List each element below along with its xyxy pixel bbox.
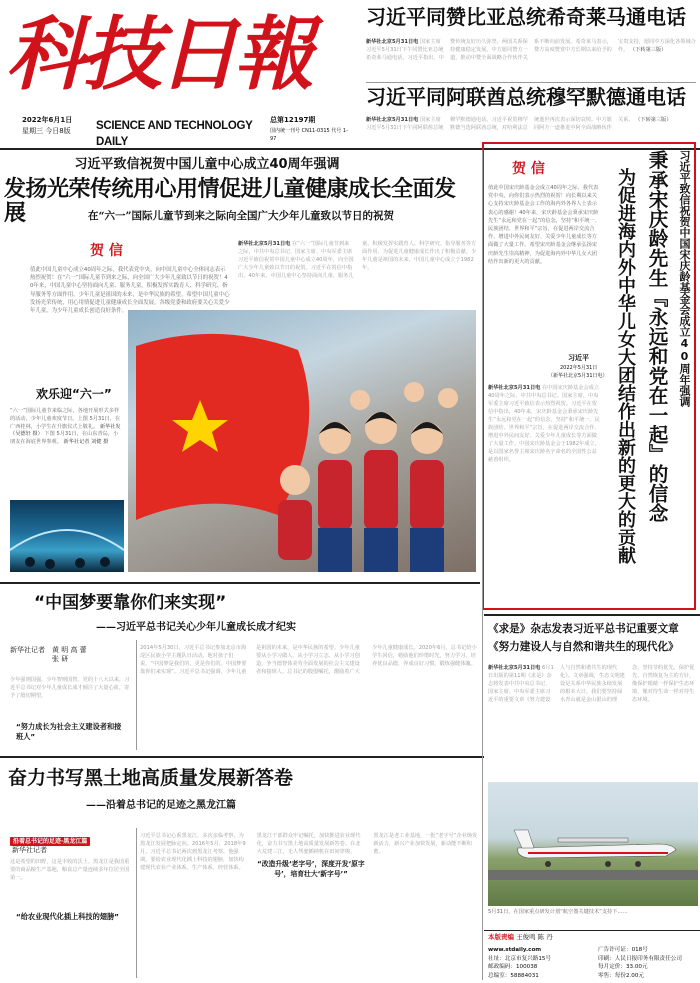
hlj-body-left: 这是希望的田野，这是丰收的沃土。黑龙江是我国重要的商品粮生产基地，粮食总产量连续多年位居全国第一。 — [10, 859, 130, 881]
hlj-section-a: “给农业现代化插上科技的翅膀” — [16, 912, 119, 921]
footer-retail: 零售：每份2.00元 — [598, 972, 645, 979]
red-flag-icon — [136, 334, 309, 520]
children-kicker: 习近平致信祝贺中国儿童中心成立40周年强调 — [74, 157, 340, 172]
aircraft-caption: 5月31日，在国家重点研发计划“航空器关键技术”支持下…… — [488, 909, 628, 915]
photo-credit-a: 新华社发（吴德轩 摄） — [10, 423, 121, 438]
top-story-zambia-more: （下转第三版） — [630, 47, 667, 53]
dream-reporters: 黄 明 高 蕾 张 研 — [52, 646, 87, 663]
top-story-uae-dateline: 新华社北京5月31日电 — [366, 117, 419, 123]
children-photo-scene — [128, 310, 476, 572]
children-letter-title: 贺 信 — [90, 243, 123, 259]
footer-printer: 印刷：人民日报印务有限责任公司 — [598, 955, 682, 962]
aircraft-scene — [488, 782, 698, 906]
soong-sig-date: 2022年5月31日 — [560, 365, 598, 371]
hlj-body: 习近平总书记心系黑龙江，多次亲临考察，为黑龙江发展把脉定向。2016年5月、2018年9月，习近平总书记两次到黑龙江考察。他强调，要给农业现代化插上科技的翅膀，加快构建现代农业产业体系、生产体系、经营体系。黑龙江干部群众牢记嘱托，加快推进农业现代化，奋力书写黑土地高质量发展新答卷。在北大荒建三江，无人驾驶插秧机在田间穿梭。 “改造升级‘老字号’，深度开发‘原字号’，培育壮大‘新字号’” 黑龙江是老工业基地，一批“老字号”企业焕发新活力，新兴产业加快发展，新动能不断积蓄。 — [140, 833, 478, 878]
children-photo — [128, 310, 476, 572]
soong-signature: 习近平 — [568, 354, 589, 362]
soong-dateline: 新华社北京5月31日电 — [488, 385, 541, 391]
hlj-byline: 新华社记者 — [12, 846, 47, 854]
soong-kicker: 习近平致信祝贺中国宋庆龄基金会成立40周年强调 — [678, 150, 691, 407]
soong-sig-agency: （新华社北京5月31日电） — [548, 373, 608, 379]
footer-website[interactable]: www.stdaily.com — [488, 947, 542, 953]
footer-ad-permit: 广告许可证：018号 — [598, 947, 648, 953]
children-dateline: 新华社北京5月31日电 — [238, 241, 291, 247]
footer-editor — [488, 932, 698, 944]
photo-caption-body: “六一”国际儿童节来临之际，各地开展形式多样的活动，少年儿童欢度节日。上图 5月31日，在广西桂林，小学生在升旗仪式上敬礼。 新华社发（吴德轩 摄） 下图 5月31日，在山东青岛，小朋友在海底世界参观。 新华社记者 刘健 摄 — [10, 408, 121, 446]
top-story-uae-title: 习近平同阿联酋总统穆罕默德通电话 — [366, 85, 686, 109]
masthead-weekday: 星期三 今日8版 — [22, 127, 71, 135]
aircraft-photo — [488, 782, 698, 906]
top-story-zambia-title: 习近平同赞比亚总统希奇莱马通电话 — [366, 5, 686, 29]
top-story-uae-body: 新华社北京5月31日电 国家主席习近平5月31日下午同阿联酋总统穆罕默德通电话。习近平祝贺穆罕默德当选阿联酋总统，对哈利法总统逝世再次表示深切哀悼。中方愿同阿方一道推进中阿全面战略伙伴关系。 （下转第三版） — [366, 117, 672, 131]
children-letter-body: 值此中国儿童中心成立40周年之际，我代表党中央，向中国儿童中心全体同志表示热烈祝贺！在“六一”国际儿童节到来之际，向全国广大少年儿童致以节日的祝贺！40年来，中国儿童中心坚持面向儿童、服务儿童，积极发挥实践育人、科学研究、指导服务等方面作用。少年儿童是祖国的未来，是中华民族的希望。希望中国儿童中心发扬光荣传统，用心用情促进儿童健康成长全面发展。各级党委和政府要关心关爱少年儿童，为少年儿童成长创造良好条件。 — [30, 267, 230, 315]
footer-phone: 总编室：58884031 — [488, 972, 539, 979]
logo-text: 科技日報 — [6, 7, 310, 101]
footer-address: 社址：北京市复兴路15号 — [488, 955, 552, 962]
dream-byline-label: 新华社记者 — [10, 646, 45, 654]
footer-info — [488, 946, 698, 982]
footer-price: 每月定价：33.00元 — [598, 964, 648, 971]
soong-letter-body: 值此中国宋庆龄基金会成立40周年之际，我代表党中央，向你们表示热烈的祝贺！向长期以来关心支持宋庆龄基金会工作的海内外各界人士表示衷心的感谢！40年来，宋庆龄基金会秉承宋庆龄先生“永远和党在一起”的信念，坚持“和平统一、民族团结、世界和平”宗旨，在促进两岸交流合作、增进中外民间友好、关爱少年儿童成长等方面做了大量工作。希望宋庆龄基金会继承弘扬宋庆龄先生崇高精神，为促进海内外中华儿女大团结作出新的更大的贡献。 — [488, 185, 600, 265]
photo-credit-b: 新华社记者 刘健 摄 — [63, 439, 109, 446]
seaplane-icon — [514, 830, 676, 867]
qiushi-line-a: 《求是》杂志发表习近平总书记重要文章 — [488, 623, 679, 635]
masthead-issue: 总第12197期 — [270, 116, 316, 124]
soong-body: 新华社北京5月31日电 在中国宋庆龄基金会成立40周年之际，中共中央总书记、国家主席、中央军委主席习近平致信表示热烈祝贺。习近平在贺信中指出，40年来，宋庆龄基金会秉承宋庆龄先生“永远和党在一起”的信念，坚持“和平统一、民族团结、世界和平”宗旨，在促进两岸交流合作、增进中外民间友好、关爱少年儿童成长等方面做了大量工作。中国宋庆龄基金会于1982年成立，是以国家名誉主席宋庆龄名字命名的全国性公益慈善组织。 — [488, 385, 600, 463]
qiushi-dateline: 新华社北京5月31日电 — [488, 665, 541, 671]
footer-editor-label: 本版责编 — [488, 933, 514, 941]
dream-subhead: ——习近平总书记关心少年儿童成长成才纪实 — [96, 622, 296, 633]
dream-section: “努力成长为社会主义建设者和接班人” — [16, 722, 122, 741]
top-story-uae-more: （下转第三版） — [635, 117, 672, 123]
children-headline: 发扬光荣传统用心用情促进儿童健康成长全面发展 — [4, 177, 456, 227]
footer-editors: 王俊鸣 陈 丹 — [516, 933, 553, 941]
aquarium-scene — [10, 500, 124, 572]
soong-headline-b: 为促进海内外中华儿女大团结作出新的更大的贡献 — [615, 168, 636, 564]
dream-body: 2014年5月30日，习近平总书记参加北京市海淀区民族小学主题队日活动。他对孩子们说，“中国梦是我们的，更是你们的。中国梦要靠你们来实现”。习近平总书记强调，少年儿童是祖国的未来，是中华民族的希望。少年儿童要从小学习做人、从小学习立志、从小学习创造，争当德智体美劳全面发展的社会主义建设者和接班人。总书记的殷殷嘱托，激励着广大少年儿童健康成长。2020年6月，总书记给小学生回信，勉励他们珍惜时光，努力学习，培养优良品德，养成良好习惯，锻炼强健体魄。 — [140, 645, 477, 675]
soong-letter-title: 贺 信 — [512, 161, 545, 177]
hlj-headline: 奋力书写黑土地高质量发展新答卷 — [8, 767, 294, 789]
qiushi-line-b: 《努力建设人与自然和谐共生的现代化》 — [488, 641, 679, 653]
photo-caption-title: 欢乐迎“六一” — [36, 387, 112, 401]
aquarium-photo — [10, 500, 124, 572]
qiushi-body: 新华社北京5月31日电 6月1日出版的第11期《求是》杂志将发表中共中央总书记、国家主席、中央军委主席习近平的重要文章《努力建设人与自然和谐共生的现代化》。文章强调，生态文明建设是关系中华民族永续发展的根本大计。我们要坚持绿水青山就是金山银山的理念，坚持节约优先、保护优先、自然恢复为主的方针，像保护眼睛一样保护生态环境，像对待生命一样对待生态环境。 — [488, 665, 695, 703]
footer-postcode: 邮政编码：100038 — [488, 964, 538, 971]
masthead-english: SCIENCE AND TECHNOLOGY DAILY — [96, 120, 253, 148]
soong-headline-a: 秉承宋庆龄先生『永远和党在一起』的信念 — [645, 150, 668, 523]
hlj-section-b: “改造升级‘老字号’，深度开发‘原字号’，培育壮大‘新字号’” — [257, 860, 365, 878]
masthead-logo — [6, 2, 336, 106]
children-body: 新华社北京5月31日电 在“六一”国际儿童节到来之际，中共中央总书记、国家主席、中央军委主席习近平致信祝贺中国儿童中心成立40周年，向全国广大少年儿童致以节日的祝贺。习近平在贺信中指出，40年来，中国儿童中心坚持面向儿童、服务儿童，积极发挥实践育人、科学研究、指导服务等方面作用，为促进儿童健康成长作出了积极贡献。少年儿童是祖国的未来。中国儿童中心成立于1982年。 — [238, 241, 477, 279]
dream-headline: “中国梦要靠你们来实现” — [34, 593, 227, 613]
hlj-subhead: ——沿着总书记的足迹之黑龙江篇 — [86, 800, 236, 811]
hlj-tag-label: 沿着总书记的足迹·黑龙江篇 — [10, 837, 90, 846]
dream-body-left: 少年强则国强，少年智则国智。党的十八大以来，习近平总书记对少年儿童成长成才倾注了大量心血，寄予了殷切期望。 — [10, 677, 130, 699]
hlj-tag — [10, 828, 140, 845]
masthead-date: 2022年6月1日 — [22, 116, 73, 124]
top-story-zambia-dateline: 新华社北京5月31日电 — [366, 39, 419, 45]
top-story-zambia-body: 新华社北京5月31日电 国家主席习近平5月31日下午同赞比亚总统希奇莱马通电话。习近平指出，中赞传统友好历久弥坚，两国关系保持健康稳定发展。中方愿同赞方一道，推动中赞全面战略合作伙伴关系不断向前发展。希奇莱马表示，赞方高度赞赏中方长期以来给予的宝贵支持，愿同中方深化各领域合作。 （下转第三版） — [366, 39, 696, 61]
children-subhead: 在“六一”国际儿童节到来之际向全国广大少年儿童致以节日的祝贺 — [87, 210, 395, 222]
masthead-cn-code: 国内统一刊号 CN11-0315 代号 1-97 — [270, 128, 348, 142]
